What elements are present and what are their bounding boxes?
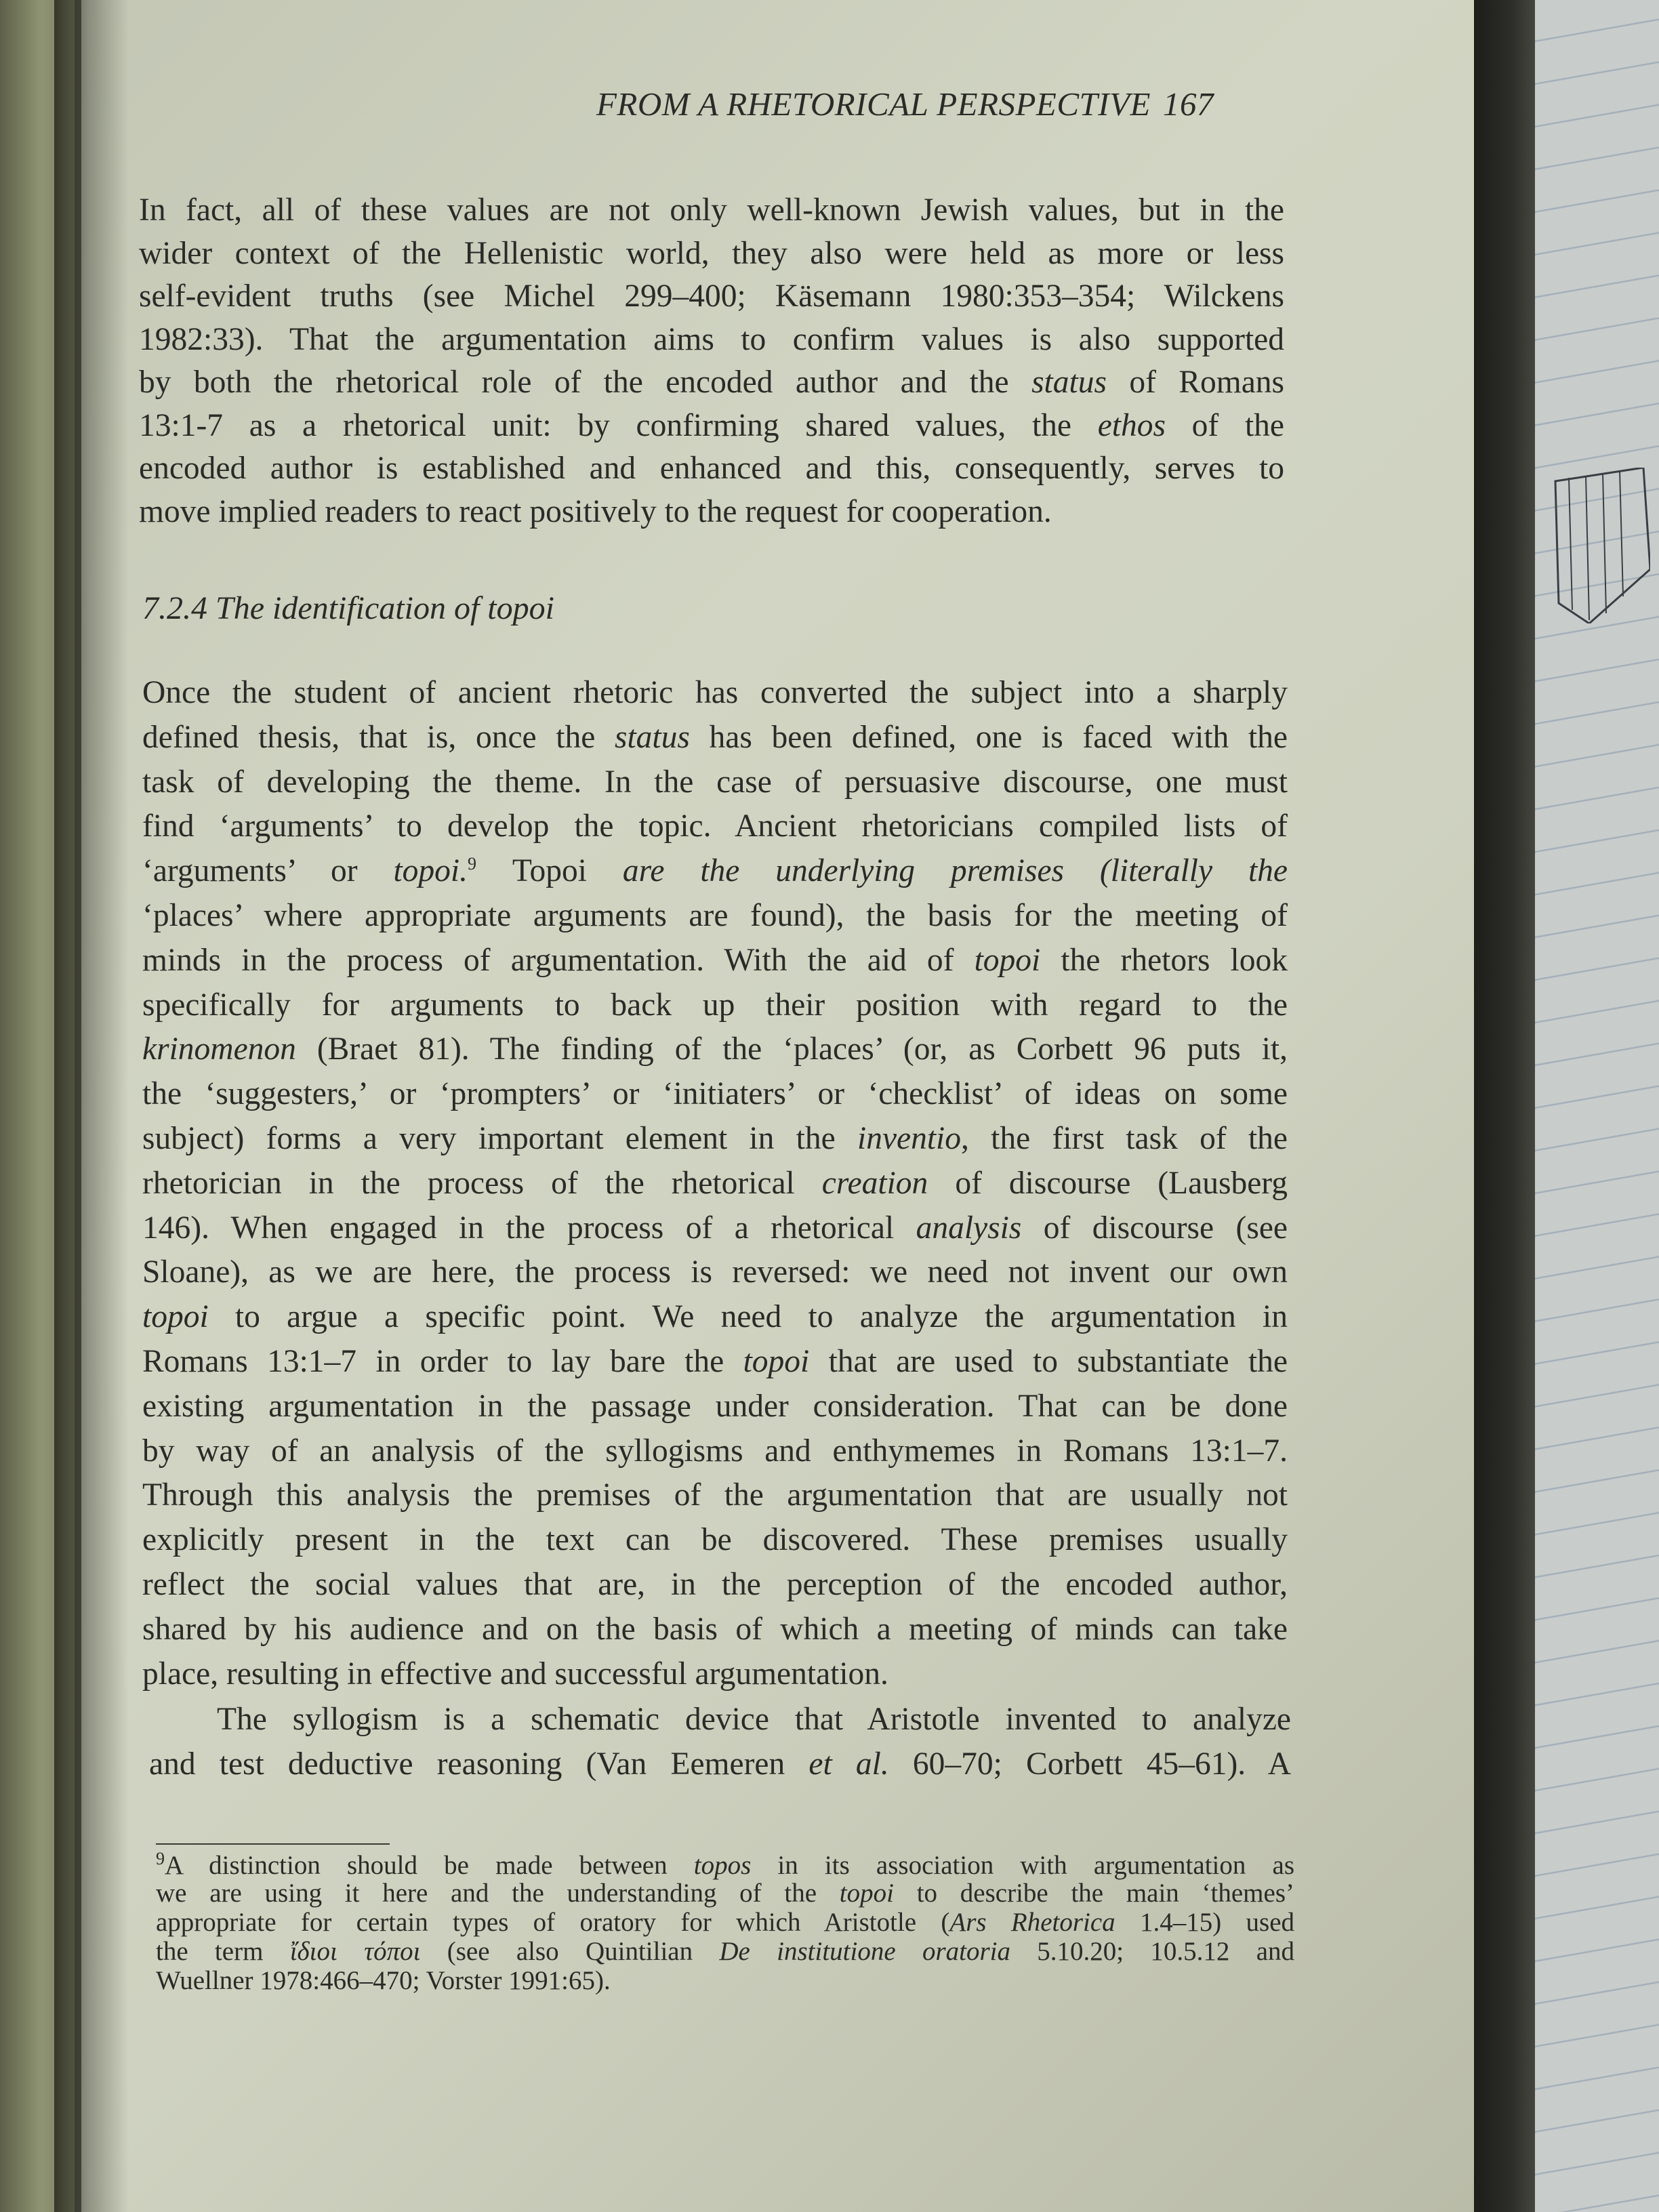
paragraph-2-line [142, 1165, 1288, 1202]
paragraph-3-italic: et al. [808, 1746, 889, 1782]
paragraph-1-text: 1982:33). That the argumentation aims to confirm values is also supported [139, 321, 1284, 357]
paragraph-1-line [139, 493, 1052, 530]
paragraph-1-text: of the [1165, 407, 1284, 443]
paragraph-2-text: Through this analysis the premises of the argumentation that are usually not [142, 1477, 1288, 1513]
footnote-number: 9 [156, 1849, 165, 1868]
paragraph-2-line [142, 674, 1288, 711]
paragraph-2-text: subject) forms a very important element in the [142, 1121, 857, 1156]
footnote-italic: topos [693, 1851, 752, 1880]
footnote-line [156, 1936, 1294, 1967]
paragraph-2-line [142, 1031, 1288, 1067]
paragraph-2-italic: topoi. [393, 853, 468, 889]
footnote-text: 5.10.20; 10.5.12 and [1010, 1937, 1295, 1966]
paragraph-2-text: to argue a specific point. We need to analyze the argumentation in [208, 1299, 1288, 1335]
paragraph-2-line [142, 1254, 1288, 1290]
paragraph-2-line [142, 1210, 1288, 1246]
paragraph-3-text: 60–70; Corbett 45–61). A [888, 1746, 1291, 1782]
paragraph-2-line [142, 853, 1288, 889]
paragraph-1-text: encoded author is established and enhanced and this, consequently, serves to [139, 451, 1284, 486]
paragraph-2-text: Sloane), as we are here, the process is reversed: we need not invent our own [142, 1254, 1288, 1290]
paragraph-2-italic: status [614, 719, 690, 755]
paragraph-2-text: shared by his audience and on the basis of which a meeting of minds can take [142, 1611, 1288, 1647]
paragraph-1-line [139, 407, 1284, 444]
running-header [596, 85, 1214, 123]
paragraph-2-text: the ‘suggesters,’ or ‘prompters’ or ‘initiaters’ or ‘checklist’ of ideas on some [142, 1076, 1288, 1112]
paragraph-2-text: place, resulting in effective and successful argumentation. [142, 1656, 888, 1692]
footnote-italic: De institutione oratoria [719, 1937, 1010, 1966]
paragraph-1-text: by both the rhetorical role of the encoded author and the [139, 365, 1032, 400]
paragraph-1-text: In fact, all of these values are not only well-known Jewish values, but in the [139, 192, 1284, 228]
footnote-line [156, 1849, 1294, 1881]
paragraph-1-text: self-evident truths (see Michel 299–400; Käsemann 1980:353–354; Wilckens [139, 279, 1284, 314]
footnote-line [156, 1907, 1294, 1938]
paragraph-2-text: existing argumentation in the passage under consideration. That can be done [142, 1388, 1288, 1424]
paragraph-2-line [142, 764, 1288, 800]
paragraph-2-text: (Braet 81). The finding of the ‘places’ (or, as Corbett 96 puts it, [295, 1031, 1288, 1067]
paragraph-2-line [142, 1343, 1288, 1380]
footnote-text: we are using it here and the understanding of the [156, 1879, 840, 1908]
paragraph-1-line [139, 321, 1284, 358]
paragraph-1-italic: ethos [1097, 407, 1166, 443]
paragraph-2-text: rhetorician in the process of the rhetorical [142, 1165, 822, 1201]
paragraph-2-text: explicitly present in the text can be discovered. These premises usually [142, 1522, 1288, 1558]
paragraph-1-text: move implied readers to react positively to the request for cooperation. [139, 493, 1052, 529]
paragraph-2-text: ‘arguments’ or [142, 853, 394, 889]
footnote-text: to describe the main ‘themes’ [893, 1879, 1294, 1908]
paragraph-2-text: ‘places’ where appropriate arguments are found), the basis for the meeting of [142, 898, 1288, 933]
paragraph-2-text: specifically for arguments to back up their position with regard to the [142, 987, 1288, 1023]
paragraph-2-line [142, 1120, 1288, 1157]
paragraph-2-line [142, 1611, 1288, 1647]
paragraph-2-text: reflect the social values that are, in the perception of the encoded author, [142, 1567, 1288, 1602]
book-edge [1474, 0, 1535, 2212]
paragraph-2-line [142, 1566, 1288, 1603]
paragraph-3-line [149, 1746, 1291, 1782]
paragraph-1-line [139, 450, 1284, 487]
paragraph-1-text: of Romans [1106, 365, 1285, 400]
footnote-line [156, 1965, 611, 1996]
paragraph-2-italic: topoi [974, 942, 1041, 978]
paragraph-3-text: and test deductive reasoning (Van Eemeren [149, 1746, 809, 1782]
paragraph-2-italic: analysis [916, 1210, 1022, 1246]
footnote-line [156, 1878, 1294, 1908]
paragraph-2-text: by way of an analysis of the syllogisms and enthymemes in Romans 13:1–7. [142, 1433, 1288, 1469]
footnote-italic: Ars Rhetorica [949, 1908, 1115, 1937]
paragraph-2-line [142, 1388, 1288, 1425]
paragraph-2-italic: creation [821, 1165, 928, 1201]
sketch-drawing [1549, 468, 1650, 623]
paragraph-2-text: task of developing the theme. In the case of persuasive discourse, one must [142, 764, 1288, 800]
footnote-italic: topoi [839, 1879, 894, 1908]
paragraph-2-text: Once the student of ancient rhetoric has converted the subject into a sharply [142, 675, 1288, 710]
paragraph-2-text: Topoi [512, 853, 588, 889]
paragraph-2-text: Romans 13:1–7 in order to lay bare the [142, 1344, 743, 1379]
paragraph-2-italic: topoi [743, 1344, 810, 1379]
paragraph-2-text: defined thesis, that is, once the [142, 719, 615, 755]
footnote-text: (see also Quintilian [420, 1937, 720, 1966]
page-number: 167 [1162, 85, 1214, 123]
paragraph-2-line [142, 1298, 1288, 1335]
footnote-marker: 9 [467, 854, 476, 874]
section-heading [142, 590, 554, 627]
footnote-text: 1.4–15) used [1115, 1908, 1295, 1937]
footnote-italic: ἴδιοι τόποι [289, 1937, 421, 1966]
paragraph-1-text: 13:1-7 as a rhetorical unit: by confirming shared values, the [139, 407, 1098, 443]
paragraph-2-text: the rhetors look [1040, 942, 1288, 978]
section-title: The identification of topoi [216, 590, 554, 626]
running-header-title: FROM A RHETORICAL PERSPECTIVE [596, 85, 1151, 123]
paragraph-2-line [142, 1076, 1288, 1112]
footnote-text: Wuellner 1978:466–470; Vorster 1991:65). [156, 1966, 611, 1995]
footnote-text: appropriate for certain types of oratory for which Aristotle ( [156, 1908, 950, 1937]
footnote-text: the term [156, 1937, 290, 1966]
section-number: 7.2.4 [142, 590, 207, 626]
paragraph-2-italic [476, 853, 512, 888]
page-gutter-shadow [54, 0, 129, 2212]
paragraph-2-line [142, 808, 1288, 844]
paragraph-3-line [217, 1701, 1291, 1738]
paragraph-2-line [142, 897, 1288, 934]
paragraph-1-line [139, 192, 1284, 228]
paragraph-1-line [139, 364, 1284, 401]
paragraph-2-text: of discourse (Lausberg [928, 1165, 1288, 1201]
paragraph-1-line [139, 235, 1284, 272]
paragraph-2-text: has been defined, one is faced with the [689, 719, 1288, 755]
paragraph-2-text: find ‘arguments’ to develop the topic. Ancient rhetoricians compiled lists of [142, 808, 1288, 844]
paragraph-2-text: that are used to substantiate the [809, 1344, 1288, 1379]
paragraph-1-italic: status [1031, 365, 1107, 400]
paragraph-2-line [142, 719, 1288, 756]
paragraph-2-italic: krinomenon [142, 1031, 296, 1067]
paragraph-2-line [142, 942, 1288, 979]
paragraph-2-text: 146). When engaged in the process of a rhetorical [142, 1210, 916, 1246]
paragraph-1-line [139, 278, 1284, 314]
footnote-text: A distinction should be made between [165, 1851, 694, 1880]
paragraph-2-line [142, 1433, 1288, 1469]
paragraph-2-text: minds in the process of argumentation. With the aid of [142, 942, 975, 978]
paragraph-3-text: The syllogism is a schematic device that Aristotle invented to analyze [217, 1702, 1291, 1737]
footnote-rule [156, 1843, 390, 1845]
footnote-text: in its association with argumentation as [751, 1851, 1295, 1880]
paragraph-2-line [142, 987, 1288, 1023]
paragraph-2-text: of discourse (see [1021, 1210, 1288, 1246]
paragraph-2-line [142, 1477, 1288, 1513]
paragraph-2-text: , the first task of the [961, 1121, 1288, 1156]
paragraph-1-text: wider context of the Hellenistic world, they also were held as more or less [139, 235, 1284, 271]
paragraph-2-line [142, 1521, 1288, 1558]
notebook-paper [1535, 0, 1659, 2212]
paragraph-2-italic: are the underlying premises (literally the [587, 853, 1288, 889]
paragraph-2-italic: inventio [857, 1121, 962, 1156]
paragraph-2-line [142, 1656, 888, 1692]
paragraph-2-italic: topoi [142, 1299, 209, 1335]
